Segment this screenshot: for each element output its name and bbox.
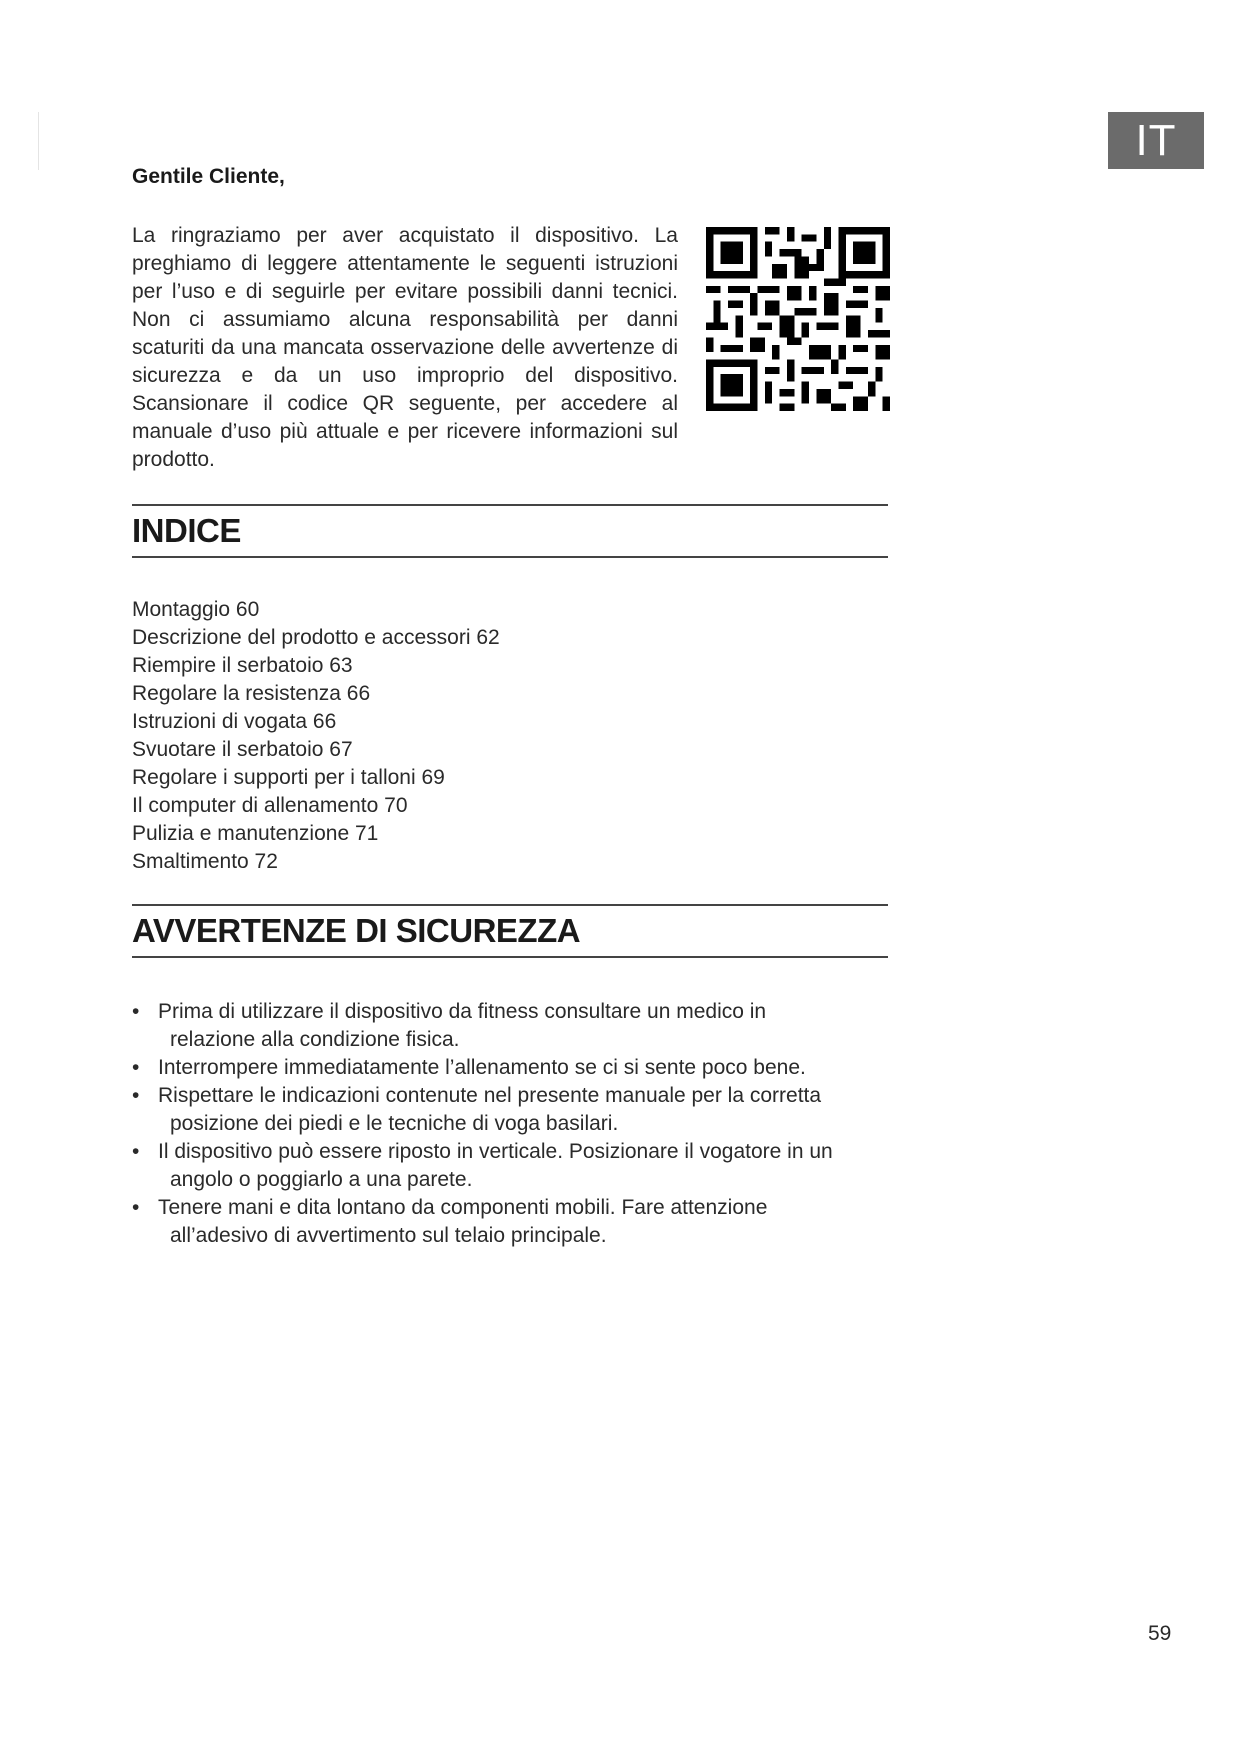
safety-item-line: Tenere mani e dita lontano da componenti mobili. Fare attenzione <box>158 1196 768 1219</box>
toc-item: Regolare la resistenza 66 <box>132 682 371 705</box>
safety-item-line: posizione dei piedi e le tecniche di voga basilari. <box>170 1112 619 1135</box>
qr-code <box>706 226 890 412</box>
safety-item-line: angolo o poggiarlo a una parete. <box>170 1168 473 1191</box>
toc-item: Regolare i supporti per i talloni 69 <box>132 766 445 789</box>
table-of-contents <box>132 596 500 876</box>
bullet-icon: • <box>132 1084 140 1107</box>
index-title: INDICE <box>132 512 241 549</box>
safety-item-line: Il dispositivo può essere riposto in verticale. Posizionare il vogatore in un <box>158 1140 833 1163</box>
safety-item <box>132 998 892 1054</box>
toc-item: Smaltimento 72 <box>132 850 278 873</box>
toc-item: Montaggio 60 <box>132 598 260 621</box>
toc-item: Istruzioni di vogata 66 <box>132 710 337 733</box>
safety-item <box>132 1194 892 1250</box>
safety-item <box>132 1138 892 1194</box>
safety-list <box>132 998 892 1250</box>
safety-item-line: Interrompere immediatamente l’allenamento se ci si sente poco bene. <box>158 1056 806 1079</box>
margin-line <box>38 112 39 170</box>
safety-item-line: Prima di utilizzare il dispositivo da fitness consultare un medico in <box>158 1000 767 1023</box>
greeting: Gentile Cliente, <box>132 165 285 188</box>
safety-item <box>132 1082 892 1138</box>
intro-paragraph: La ringraziamo per aver acquistato il dispositivo. La preghiamo di leggere attentamente le seguenti istruzioni per l’uso e di seguirle per evitare possibili danni tecnici. Non ci assumiamo alcuna responsabilità per danni scaturiti da una mancata osservazione delle avvertenze di sicurezza e da un uso improprio del dispositivo. Scansionare il codice QR seguente, per accedere al manuale d’uso più attuale e per ricevere informazioni sul prodotto. <box>132 224 678 471</box>
safety-title: AVVERTENZE DI SICUREZZA <box>132 912 581 949</box>
safety-item-line: all’adesivo di avvertimento sul telaio principale. <box>170 1224 607 1247</box>
page-number: 59 <box>1148 1622 1172 1645</box>
bullet-icon: • <box>132 1000 140 1023</box>
language-tab: IT <box>1108 112 1204 169</box>
safety-item <box>132 1054 892 1082</box>
bullet-icon: • <box>132 1140 140 1163</box>
bullet-icon: • <box>132 1056 140 1079</box>
toc-item: Svuotare il serbatoio 67 <box>132 738 353 761</box>
toc-item: Riempire il serbatoio 63 <box>132 654 353 677</box>
safety-item-line: Rispettare le indicazioni contenute nel presente manuale per la corretta <box>158 1084 822 1107</box>
toc-item: Il computer di allenamento 70 <box>132 794 408 817</box>
safety-item-line: relazione alla condizione fisica. <box>170 1028 460 1051</box>
toc-item: Descrizione del prodotto e accessori 62 <box>132 626 500 649</box>
safety-header <box>132 904 888 958</box>
toc-item: Pulizia e manutenzione 71 <box>132 822 379 845</box>
index-header <box>132 504 888 558</box>
bullet-icon: • <box>132 1196 140 1219</box>
